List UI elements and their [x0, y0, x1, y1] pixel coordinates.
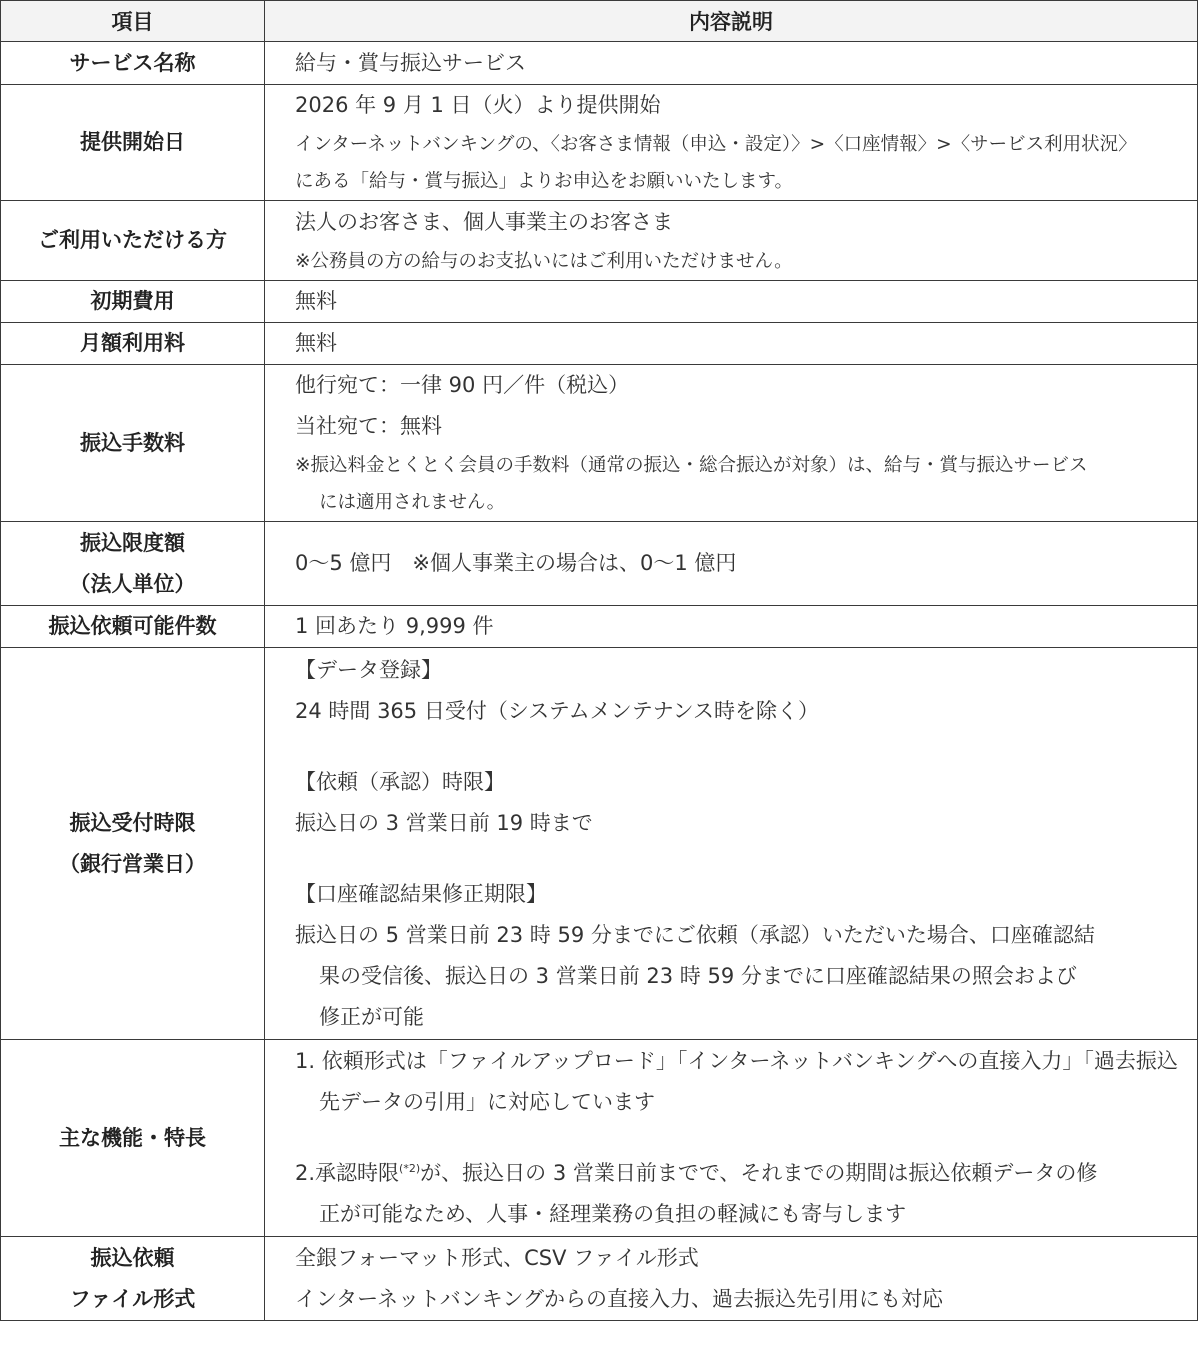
feature-item: 1. 依頼形式は「ファイルアップロード」「インターネットバンキングへの直接入力」「過去振込: [295, 1049, 1178, 1073]
table-row: [1, 648, 1198, 1040]
row-label: サービス名称: [1, 42, 265, 85]
row-label: 初期費用: [1, 281, 265, 323]
row-value: [265, 1040, 1198, 1237]
table-row: [1, 323, 1198, 365]
row-label: 主な機能・特長: [1, 1040, 265, 1237]
row-value: [265, 42, 1198, 85]
table-row: [1, 365, 1198, 522]
row-label: 月額利用料: [1, 323, 265, 365]
fee-other-bank: 他行宛て：一律 90 円／件（税込）: [295, 373, 630, 397]
start-date-text: 2026 年 9 月 1 日（火）より提供開始: [295, 93, 661, 117]
row-value: [265, 522, 1198, 606]
limit-value: 0〜5 億円 ※個人事業主の場合は、0〜1 億円: [295, 551, 737, 575]
row-label-line: 振込依頼: [90, 1245, 175, 1270]
table-row: [1, 42, 1198, 85]
deadline-text: 振込日の 5 営業日前 23 時 59 分までにご依頼（承認）いただいた場合、口座確認結: [295, 922, 1095, 947]
row-value: [265, 1237, 1198, 1321]
monthly-fee-value: 無料: [295, 331, 337, 355]
fee-own-bank: 当社宛て：無料: [295, 414, 442, 438]
table-header-row: [1, 1, 1198, 42]
row-value: [265, 85, 1198, 201]
footnote-ref: (*2): [399, 1162, 421, 1175]
file-format-text: 全銀フォーマット形式、CSV ファイル形式: [295, 1245, 699, 1270]
feature-item: [295, 1153, 1185, 1194]
table-row: [1, 201, 1198, 281]
feature-item: 先データの引用」に対応しています: [319, 1090, 655, 1114]
table-row: [1, 1237, 1198, 1321]
deadline-heading: 【データ登録】: [295, 657, 442, 682]
row-label-line: （銀行営業日）: [59, 851, 206, 876]
table-row: [1, 281, 1198, 323]
service-name-value: 給与・賞与振込サービス: [295, 50, 526, 75]
row-value: [265, 606, 1198, 648]
fee-note: ※振込料金とくとく会員の手数料（通常の振込・総合振込が対象）は、給与・賞与振込サービス: [295, 455, 1088, 476]
row-label: 提供開始日: [1, 85, 265, 201]
row-value: [265, 323, 1198, 365]
row-label: [1, 1237, 265, 1321]
row-label: 振込依頼可能件数: [1, 606, 265, 648]
deadline-text: 修正が可能: [319, 1004, 424, 1029]
deadline-text: 振込日の 3 営業日前 19 時まで: [295, 810, 593, 835]
row-label-line: ファイル形式: [69, 1286, 196, 1311]
fee-note: には適用されません。: [319, 492, 506, 513]
table-row: [1, 606, 1198, 648]
count-value: 1 回あたり 9,999 件: [295, 614, 494, 638]
row-label-line: 振込受付時限: [69, 810, 196, 835]
row-label: [1, 522, 265, 606]
table-row: [1, 85, 1198, 201]
header-description: 内容説明: [265, 1, 1198, 42]
header-item: 項目: [1, 1, 265, 42]
row-value: [265, 201, 1198, 281]
row-label-line: （法人単位）: [69, 571, 196, 596]
deadline-text: 果の受信後、振込日の 3 営業日前 23 時 59 分までに口座確認結果の照会および: [319, 963, 1077, 988]
row-label-line: 振込限度額: [80, 530, 185, 555]
deadline-heading: 【依頼（承認）時限】: [295, 769, 505, 794]
row-value: [265, 365, 1198, 522]
file-format-text: インターネットバンキングからの直接入力、過去振込先引用にも対応: [295, 1286, 944, 1311]
row-label: 振込手数料: [1, 365, 265, 522]
row-value: [265, 281, 1198, 323]
feature-text: が、振込日の 3 営業日前までで、それまでの期間は振込依頼データの修: [420, 1161, 1098, 1185]
row-label: ご利用いただける方: [1, 201, 265, 281]
eligible-text: 法人のお客さま、個人事業主のお客さま: [295, 209, 673, 234]
feature-text: 2.承認時限: [295, 1161, 400, 1185]
row-label: [1, 648, 265, 1040]
start-date-note: インターネットバンキングの、〈お客さま情報（申込・設定）〉>〈口座情報〉>〈サービス利用状況〉: [295, 134, 1137, 155]
row-value: [265, 648, 1198, 1040]
initial-fee-value: 無料: [295, 289, 337, 313]
eligible-note: ※公務員の方の給与のお支払いにはご利用いただけません。: [295, 250, 793, 272]
feature-item: 正が可能なため、人事・経理業務の負担の軽減にも寄与します: [319, 1202, 907, 1226]
deadline-text: 24 時間 365 日受付（システムメンテナンス時を除く）: [295, 698, 820, 723]
deadline-heading: 【口座確認結果修正期限】: [295, 881, 547, 906]
table-row: [1, 522, 1198, 606]
start-date-note: にある「給与・賞与振込」よりお申込をお願いいたします。: [295, 171, 794, 192]
table-row: [1, 1040, 1198, 1237]
